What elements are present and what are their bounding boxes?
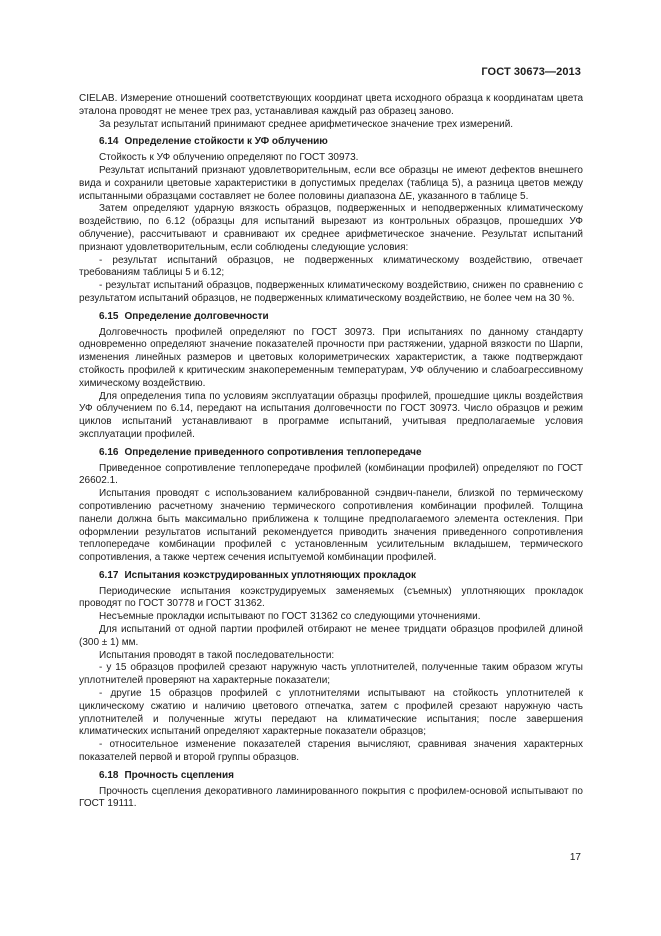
paragraph: Испытания проводят в такой последовательности:: [99, 649, 335, 661]
section-title: Прочность сцепления: [124, 769, 234, 781]
section-heading-6-15: [79, 311, 583, 324]
list-item: - результат испытаний образцов, подверженных климатическому воздействию, снижен по сравнению с результатом испытаний образцов, не подверженных климатическому воздействию, не более чем на 30 %.: [79, 280, 583, 304]
paragraph: Приведенное сопротивление теплопередаче профилей (комбинации профилей) определяют по ГОСТ 26602.1.: [79, 462, 583, 487]
section-title: Определение долговечности: [124, 310, 269, 322]
section-number: 6.16: [99, 446, 119, 458]
paragraph: Испытания проводят с использованием калиброванной сэндвич-панели, близкой по термическому сопротивлению расчетному значению термического сопротивления комбинации профилей. Толщина панели должна быть максимально приближена к толщине предполагаемого элемента остекления. При оформлении результатов испытаний рекомендуется приводить значения приведенного сопротивления теплопередаче комбинации профилей с установленным усилительным вкладышем, термического сопротивления, а также чертеж сечения испытуемой комбинации профилей.: [79, 488, 583, 564]
section-heading-6-14: [79, 136, 583, 149]
paragraph: CIELAB. Измерение отношений соответствующих координат цвета исходного образца к координатам цвета эталона проводят не менее трех раз, устанавливая каждый раз образец заново.: [79, 93, 583, 117]
paragraph: Стойкость к УФ облучению определяют по ГОСТ 30973.: [99, 152, 359, 164]
section-title: Определение приведенного сопротивления теплопередаче: [124, 446, 422, 458]
paragraph: За результат испытаний принимают среднее арифметическое значение трех измерений.: [99, 118, 514, 130]
paragraph: Затем определяют ударную вязкость образцов, подверженных и неподверженных климатическому воздействию, по 6.12 (образцы для испытаний вырезают из контрольных образцов, прошедших УФ облучение), рассчитывают и сравнивают их среднее арифметическое значение. Результат испытаний признают удовлетворительным, если соблюдены следующие условия:: [79, 203, 583, 253]
paragraph: Для испытаний от одной партии профилей отбирают не менее тридцати образцов профилей длиной (300 ± 1) мм.: [79, 624, 583, 648]
document-body: [79, 93, 583, 811]
paragraph: Результат испытаний признают удовлетворительным, если все образцы не имеют дефектов внешнего вида и сохранили цветовые характеристики в допустимых пределах (таблица 5), а разница цветов между испытанными образцами составляет не более половины диапазона ΔE, указанного в таблице 5.: [79, 164, 583, 202]
paragraph: Периодические испытания коэкструдируемых заменяемых (съемных) уплотняющих прокладок проводят по ГОСТ 30778 и ГОСТ 31362.: [79, 585, 583, 610]
section-heading-6-17: [79, 570, 583, 583]
paragraph: Долговечность профилей определяют по ГОСТ 30973. При испытаниях по данному стандарту одновременно определяют значение показателей прочности при растяжении, ударной вязкости по Шарпи, изменения линейных размеров и цветовых колориметрических характеристик, а также подтверждают стойкость профилей к критическим знакопеременным температурам, УФ облучению и слабоагрессивному химическому воздействию.: [79, 326, 583, 389]
section-title: Испытания коэкструдированных уплотняющих прокладок: [124, 569, 416, 581]
list-item: - результат испытаний образцов, не подверженных климатическому воздействию, отвечает требованиям таблицы 5 и 6.12;: [79, 254, 583, 279]
page-number: 17: [569, 852, 581, 863]
section-number: 6.15: [99, 310, 119, 322]
section-heading-6-16: [79, 447, 583, 460]
section-number: 6.17: [99, 569, 119, 581]
section-number: 6.14: [99, 136, 119, 148]
section-heading-6-18: [79, 770, 583, 783]
paragraph: Прочность сцепления декоративного ламинированного покрытия с профилем-основой испытывают по ГОСТ 19111.: [79, 785, 583, 810]
document-code-header: ГОСТ 30673—2013: [481, 66, 581, 78]
section-number: 6.18: [99, 769, 119, 781]
list-item: - относительное изменение показателей старения вычисляют, сравнивая значения характерных показателей первой и второй группы образцов.: [79, 739, 583, 764]
paragraph: Для определения типа по условиям эксплуатации образцы профилей, прошедшие циклы воздействия УФ облучением по 6.14, передают на испытания долговечности по ГОСТ 30973. Число образцов и режим циклов испытаний устанавливают в программе испытаний, учитывая предполагаемые условия эксплуатации профилей.: [79, 390, 583, 440]
section-title: Определение стойкости к УФ облучению: [124, 136, 328, 148]
paragraph: Несъемные прокладки испытывают по ГОСТ 31362 со следующими уточнениями.: [99, 611, 481, 623]
list-item: - другие 15 образцов профилей с уплотнителями испытывают на стойкость уплотнителей к циклическому сжатию и наличию цветового отпечатка, затем с профилей срезают наружную часть уплотнителей и полученные жгуты передают на климатические испытания; после завершения климатических испытаний определяют характерные показатели образцов;: [79, 688, 583, 738]
list-item: - у 15 образцов профилей срезают наружную часть уплотнителей, полученные таким образом жгуты уплотнителей проверяют на характерные показатели;: [79, 662, 583, 687]
